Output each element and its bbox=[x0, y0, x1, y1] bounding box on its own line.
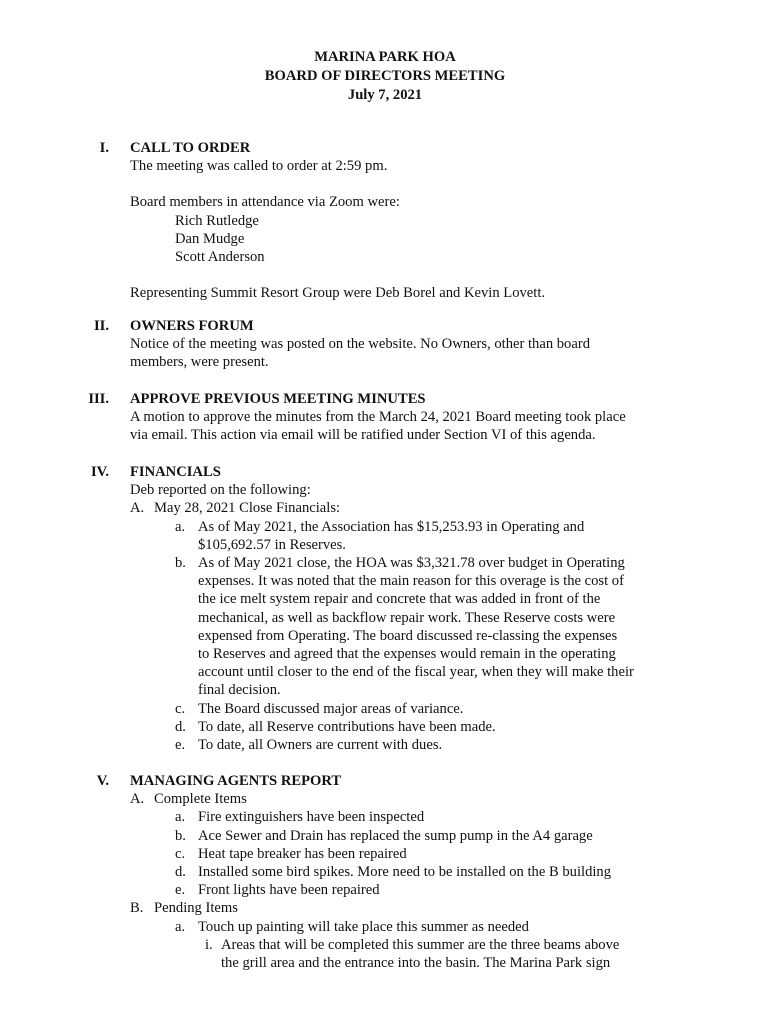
member-name: Dan Mudge bbox=[175, 230, 245, 247]
outline-item bbox=[130, 499, 690, 517]
section-number: II. bbox=[93, 318, 109, 334]
list-item bbox=[130, 518, 690, 554]
meeting-title: BOARD OF DIRECTORS MEETING bbox=[264, 68, 506, 84]
roman-label: i. bbox=[205, 936, 213, 953]
paragraph-line: A motion to approve the minutes from the March 24, 2021 Board meeting took place bbox=[130, 409, 626, 426]
list-label: a. bbox=[175, 809, 186, 826]
section-title: FINANCIALS bbox=[130, 464, 221, 480]
list-label: b. bbox=[175, 555, 186, 572]
list-line: the grill area and the entrance into the basin. The Marina Park sign bbox=[221, 955, 611, 972]
list-line: The Board discussed major areas of variance. bbox=[198, 700, 464, 717]
paragraph-line: members, were present. bbox=[130, 354, 269, 371]
list-line: expenses. It was noted that the main reason for this overage is the cost of bbox=[198, 573, 624, 590]
outline-item bbox=[130, 790, 690, 808]
list-line: mechanical, as well as backflow repair work. These Reserve costs were bbox=[198, 609, 616, 626]
list-label: a. bbox=[175, 918, 186, 935]
document-header bbox=[0, 48, 770, 105]
list-label: e. bbox=[175, 882, 186, 899]
list-item bbox=[130, 700, 690, 718]
list-line: Installed some bird spikes. More need to be installed on the B building bbox=[198, 864, 612, 881]
outline-text: May 28, 2021 Close Financials: bbox=[154, 500, 341, 517]
outline-label: A. bbox=[130, 500, 145, 517]
list-line: Fire extinguishers have been inspected bbox=[198, 809, 425, 826]
section-title: CALL TO ORDER bbox=[130, 140, 251, 156]
list-item bbox=[130, 863, 690, 881]
paragraph: Representing Summit Resort Group were Deb Borel and Kevin Lovett. bbox=[130, 285, 546, 302]
section-number: V. bbox=[96, 773, 109, 789]
list-line: Heat tape breaker has been repaired bbox=[198, 845, 407, 862]
list-line: Areas that will be completed this summer are the three beams above bbox=[221, 936, 620, 953]
list-item bbox=[130, 827, 690, 845]
hoa-name: MARINA PARK HOA bbox=[314, 49, 456, 65]
list-line: to Reserves and agreed that the expenses would remain in the operating bbox=[198, 646, 616, 663]
paragraph-line: via email. This action via email will be ratified under Section VI of this agenda. bbox=[130, 427, 596, 444]
paragraph: The meeting was called to order at 2:59 pm. bbox=[130, 158, 388, 175]
paragraph: Board members in attendance via Zoom were: bbox=[130, 194, 400, 211]
list-line: Touch up painting will take place this summer as needed bbox=[198, 918, 529, 935]
member-list bbox=[130, 212, 690, 267]
list-label: c. bbox=[175, 845, 186, 862]
list-item bbox=[130, 845, 690, 863]
list-line: $105,692.57 in Reserves. bbox=[198, 536, 346, 553]
outline-item bbox=[130, 899, 690, 917]
paragraph: Deb reported on the following: bbox=[130, 482, 311, 499]
outline-label: B. bbox=[130, 900, 144, 917]
list-label: e. bbox=[175, 737, 186, 754]
list-line: As of May 2021, the Association has $15,253.93 in Operating and bbox=[198, 518, 585, 535]
section-title: MANAGING AGENTS REPORT bbox=[130, 773, 342, 789]
list-item bbox=[130, 881, 690, 899]
list-line: Front lights have been repaired bbox=[198, 882, 380, 899]
section-number: I. bbox=[99, 140, 109, 156]
section-title: OWNERS FORUM bbox=[130, 318, 254, 334]
section-title: APPROVE PREVIOUS MEETING MINUTES bbox=[130, 391, 426, 407]
list-item bbox=[130, 736, 690, 754]
list-line: account until closer to the end of the fiscal year, when they will make their bbox=[198, 664, 634, 681]
outline-text: Complete Items bbox=[154, 791, 247, 808]
list-item bbox=[130, 808, 690, 826]
list-item bbox=[130, 718, 690, 736]
list-line: the ice melt system repair and concrete that was added in front of the bbox=[198, 591, 601, 608]
section-number: III. bbox=[88, 391, 109, 407]
paragraph-line: Notice of the meeting was posted on the website. No Owners, other than board bbox=[130, 336, 590, 353]
list-label: a. bbox=[175, 518, 186, 535]
list-label: d. bbox=[175, 718, 186, 735]
outline-label: A. bbox=[130, 791, 145, 808]
list-line: As of May 2021 close, the HOA was $3,321.78 over budget in Operating bbox=[198, 555, 625, 572]
meeting-date: July 7, 2021 bbox=[347, 87, 423, 103]
list-label: b. bbox=[175, 827, 186, 844]
outline-text: Pending Items bbox=[154, 900, 238, 917]
member-name: Scott Anderson bbox=[175, 249, 265, 266]
list-item bbox=[130, 918, 690, 936]
list-line: To date, all Owners are current with dues. bbox=[198, 737, 443, 754]
roman-list-item bbox=[130, 936, 690, 972]
list-item bbox=[130, 554, 690, 700]
list-label: c. bbox=[175, 700, 186, 717]
list-line: expensed from Operating. The board discussed re-classing the expenses bbox=[198, 627, 618, 644]
section-number: IV. bbox=[91, 464, 109, 480]
list-line: Ace Sewer and Drain has replaced the sump pump in the A4 garage bbox=[198, 827, 593, 844]
member-name: Rich Rutledge bbox=[175, 212, 259, 229]
list-line: To date, all Reserve contributions have been made. bbox=[198, 718, 496, 735]
list-line: final decision. bbox=[198, 682, 281, 699]
list-label: d. bbox=[175, 864, 186, 881]
